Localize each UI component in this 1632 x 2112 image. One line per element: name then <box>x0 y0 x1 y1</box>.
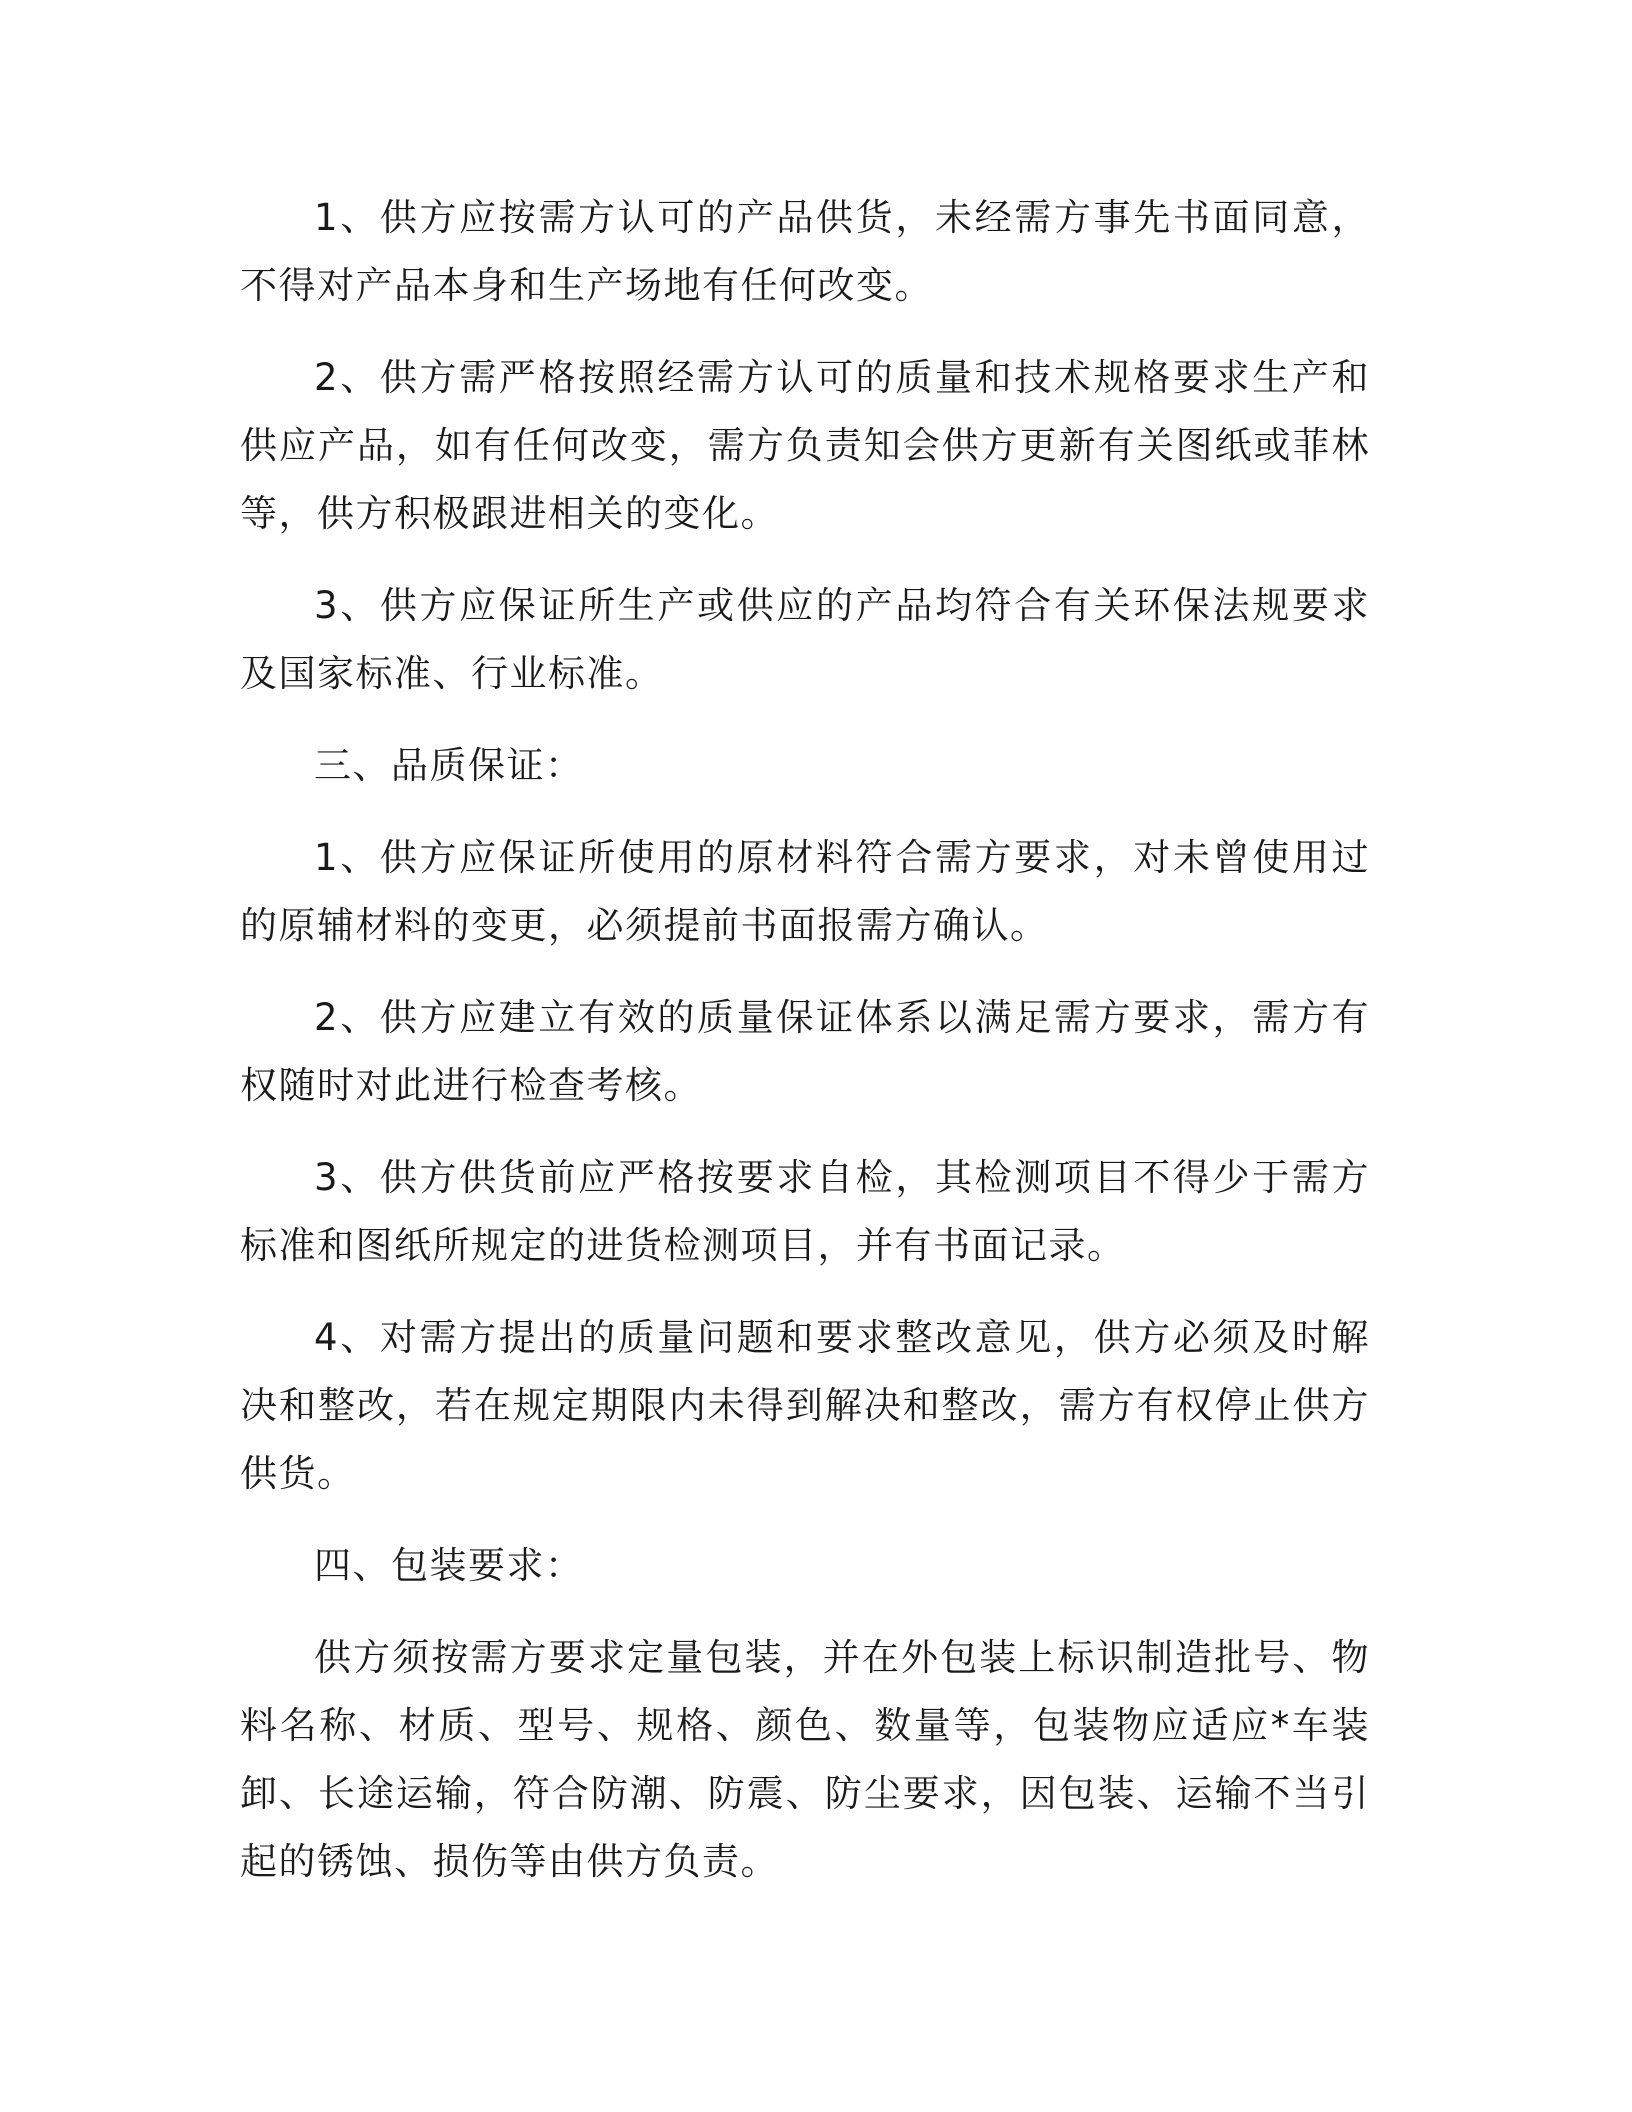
document-body <box>240 184 1370 1920</box>
section-heading: 三、品质保证： <box>314 744 584 787</box>
clause-paragraph: 1、供方应按需方认可的产品供货，未经需方事先书面同意，不得对产品本身和生产场地有任何改变。 <box>240 196 1370 307</box>
clause-paragraph: 2、供方需严格按照经需方认可的质量和技术规格要求生产和供应产品，如有任何改变，需方负责知会供方更新有关图纸或菲林等，供方积极跟进相关的变化。 <box>240 356 1370 535</box>
clause-paragraph: 2、供方应建立有效的质量保证体系以满足需方要求，需方有权随时对此进行检查考核。 <box>240 996 1370 1107</box>
clause-paragraph: 供方须按需方要求定量包装，并在外包装上标识制造批号、物料名称、材质、型号、规格、颜色、数量等，包装物应适应*车装卸、长途运输，符合防潮、防震、防尘要求，因包装、运输不当引起的锈蚀、损伤等由供方负责。 <box>240 1636 1370 1883</box>
clause-paragraph: 3、供方应保证所生产或供应的产品均符合有关环保法规要求及国家标准、行业标准。 <box>240 584 1370 695</box>
section-heading: 四、包装要求： <box>314 1544 584 1587</box>
clause-paragraph: 3、供方供货前应严格按要求自检，其检测项目不得少于需方标准和图纸所规定的进货检测项目，并有书面记录。 <box>240 1156 1370 1267</box>
clause-paragraph: 4、对需方提出的质量问题和要求整改意见，供方必须及时解决和整改，若在规定期限内未得到解决和整改，需方有权停止供方供货。 <box>240 1316 1370 1495</box>
clause-paragraph: 1、供方应保证所使用的原材料符合需方要求，对未曾使用过的原辅材料的变更，必须提前书面报需方确认。 <box>240 836 1370 947</box>
